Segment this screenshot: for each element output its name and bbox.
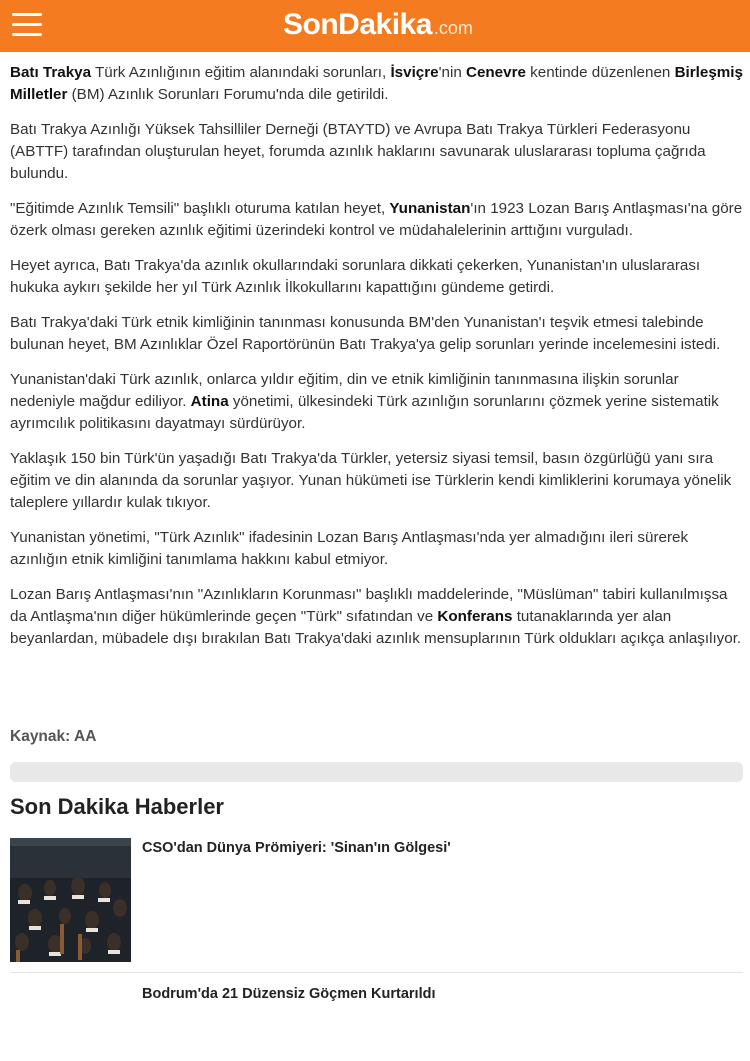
paragraph-text: Lozan Barış Antlaşması'nın "Azınlıkların Korunması" başlıklı maddelerinde, "Müslüman" tabiri kullanılmışsa da Antlaşma'nın diğer hükümlerinde geçen "Türk" sıfatından ve <box>10 586 728 625</box>
news-item[interactable] <box>10 838 743 973</box>
article-paragraph: Yaklaşık 150 bin Türk'ün yaşadığı Batı Trakya'da Türkler, yetersiz siyasi temsil, basın özgürlüğü yanı sıra eğitim ve din alanında da sorunlar yaşıyor. Yunan hükümeti ise Türklerin kendi kimliklerini korumaya yönelik taleplere yıllardır kulak tıkıyor. <box>10 450 732 511</box>
paragraph-text: tutanaklarında yer alan beyanlardan, mübadele dışı bırakılan Batı Trakya'daki azınlık mensuplarının Türk oldukları açıkça anlaşılıyor. <box>10 608 742 647</box>
site-header <box>0 0 750 52</box>
paragraph-text: "Eğitimde Azınlık Temsili" başlıklı oturuma katılan heyet, <box>10 200 390 217</box>
logo-tld-text: .com <box>433 18 473 38</box>
news-title[interactable]: Bodrum'da 21 Düzensiz Göçmen Kurtarıldı <box>142 986 436 1002</box>
news-thumbnail[interactable] <box>10 838 131 962</box>
article-paragraph <box>10 62 745 106</box>
keyword-link[interactable]: Atina <box>190 393 229 410</box>
keyword-link[interactable]: Cenevre <box>465 64 526 81</box>
ad-placeholder-bar <box>10 762 743 782</box>
keyword-link[interactable]: Yunanistan <box>389 200 471 217</box>
keyword-link[interactable]: İsviçre <box>390 64 439 81</box>
article-paragraph: Batı Trakya'daki Türk etnik kimliğinin tanınması konusunda BM'den Yunanistan'ı teşvik etmesi talebinde bulunan heyet, BM Azınlıklar Özel Raportörünün Batı Trakya'ya gelip sorunları yerinde incelemesini istedi. <box>10 314 721 353</box>
site-logo[interactable] <box>283 8 473 44</box>
article-source: Kaynak: AA <box>10 728 97 745</box>
paragraph-text: (BM) Azınlık Sorunları Forumu'nda dile getirildi. <box>67 86 389 103</box>
keyword-link[interactable]: Konferans <box>437 608 513 625</box>
paragraph-text: 'ın 1923 Lozan Barış Antlaşması'na göre özerk olması gereken azınlık eğitimi üzerindeki kontrol ve müdahalelerinin arttığını vurguladı. <box>10 200 743 239</box>
news-item[interactable] <box>10 984 743 1024</box>
article-paragraph: Heyet ayrıca, Batı Trakya'da azınlık okullarındaki sorunlara dikkati çekerken, Yunanistan'ın uluslararası hukuka aykırı şekilde her yıl Türk Azınlık İlkokullarını kapattığını gündeme getirdi. <box>10 257 701 296</box>
keyword-link[interactable]: Birleşmiş Milletler <box>10 64 743 103</box>
section-title: Son Dakika Haberler <box>10 794 224 819</box>
article-paragraph <box>10 198 745 242</box>
paragraph-text: Yunanistan'daki Türk azınlık, onlarca yıldır eğitim, din ve etnik kimliğinin tanınmasına ilişkin sorunlar nedeniyle mağdur ediliyor. <box>10 371 679 410</box>
logo-main-text: SonDakika <box>283 8 432 41</box>
paragraph-text: yönetimi, ülkesindeki Türk azınlığın sorunlarını çözmek yerine sistematik ayrımcılık politikasını dayatmayı sürdürüyor. <box>10 393 719 432</box>
article-paragraph: Batı Trakya Azınlığı Yüksek Tahsilliler Derneği (BTAYTD) ve Avrupa Batı Trakya Türkleri Federasyonu (ABTTF) tarafından oluşturulan heyet, forumda azınlık haklarını savunarak uluslararası topluma çağrıda bulundu. <box>10 121 706 182</box>
article-paragraph: Yunanistan yönetimi, "Türk Azınlık" ifadesinin Lozan Barış Antlaşması'nda yer almadığını ileri sürerek azınlığın etnik kimliğini tanımlama hakkını kabul etmiyor. <box>10 529 689 568</box>
article-body <box>10 62 745 663</box>
news-title[interactable]: CSO'dan Dünya Prömiyeri: 'Sinan'ın Gölgesi' <box>142 840 451 856</box>
paragraph-text: Türk Azınlığının eğitim alanındaki sorunları, <box>91 64 391 81</box>
hamburger-menu-icon[interactable] <box>12 13 42 39</box>
article-paragraph <box>10 584 745 650</box>
article-paragraph <box>10 369 745 435</box>
keyword-link[interactable]: Batı Trakya <box>10 64 92 81</box>
paragraph-text: kentinde düzenlenen <box>525 64 675 81</box>
paragraph-text: 'nin <box>438 64 466 81</box>
